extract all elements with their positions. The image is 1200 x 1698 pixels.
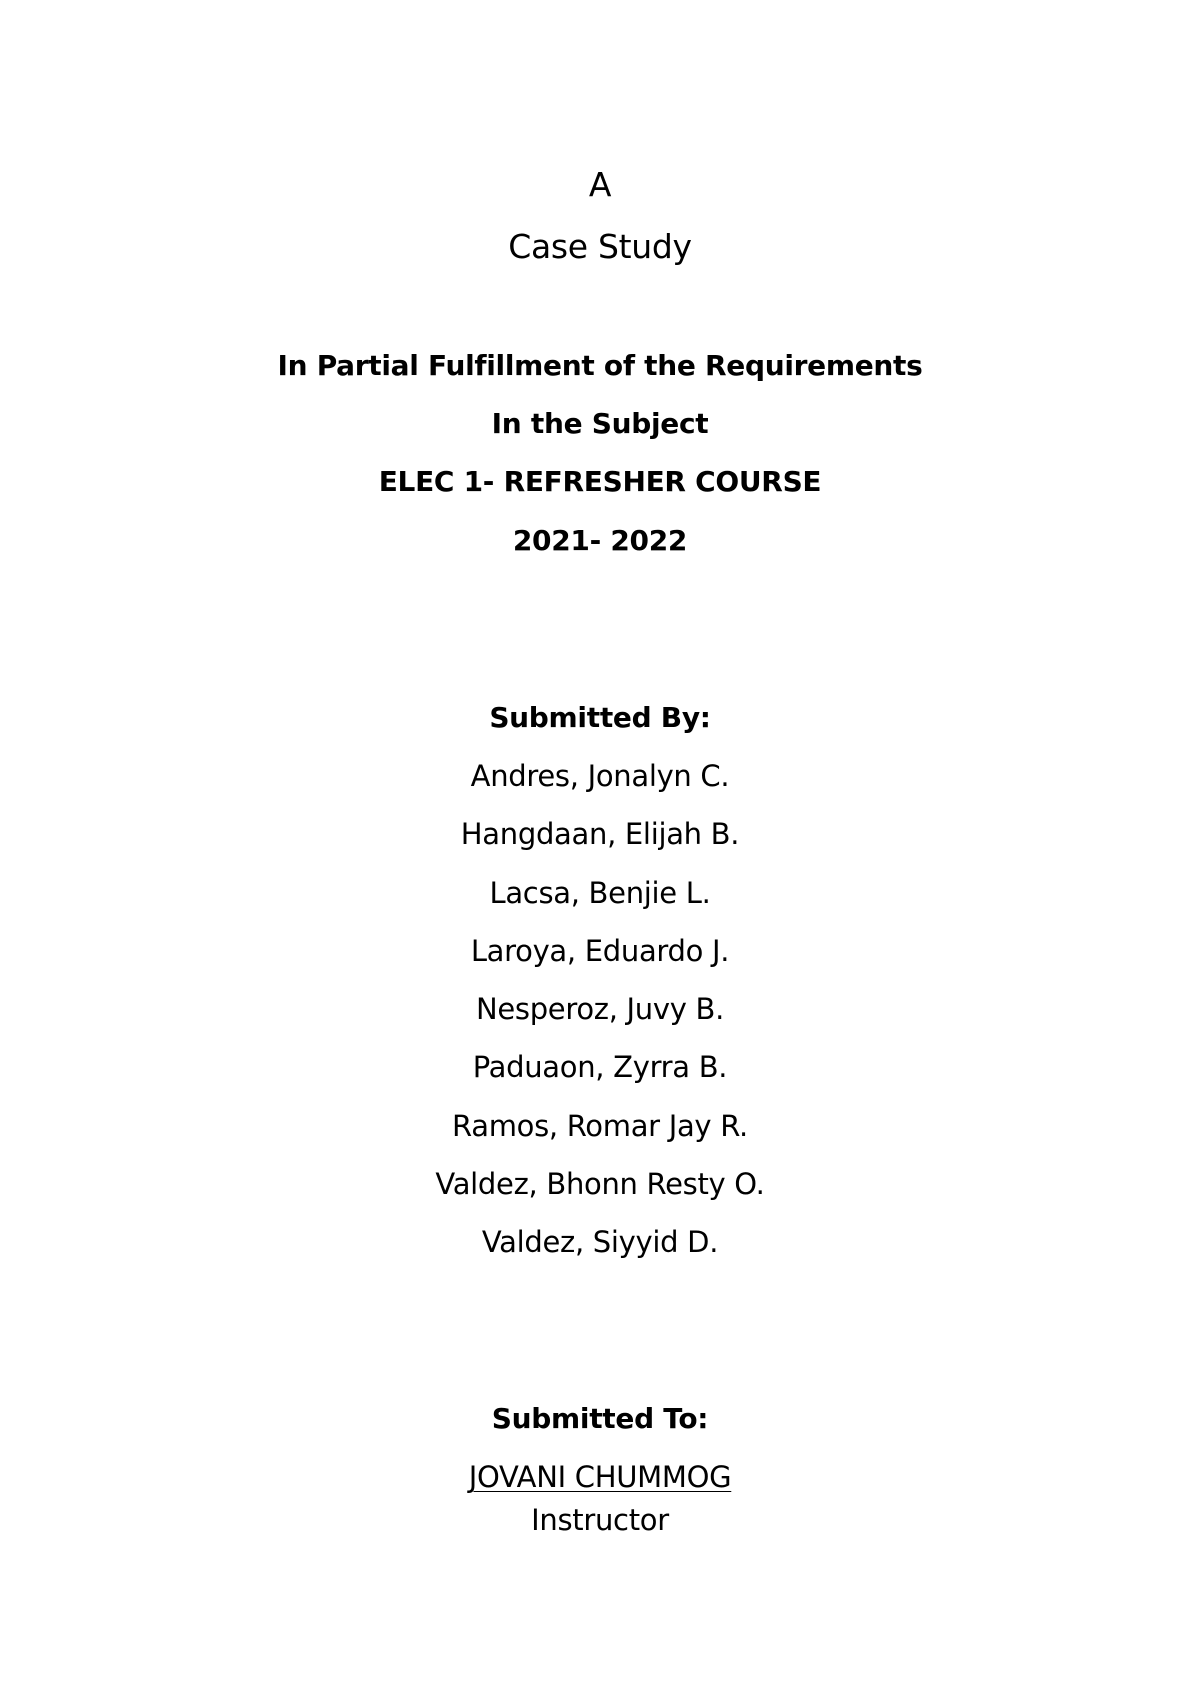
page-title: Case Study [508, 227, 692, 266]
instructor-name: JOVANI CHUMMOG [468, 1460, 732, 1494]
subject-intro: In the Subject [491, 407, 709, 440]
title-letter: A [588, 165, 612, 204]
instructor-name-row [0, 1460, 1200, 1494]
member-name: Hangdaan, Elijah B. [460, 817, 740, 851]
member-name: Valdez, Siyyid D. [481, 1225, 719, 1259]
member-name: Valdez, Bhonn Resty O. [435, 1167, 765, 1201]
fulfillment-line: In Partial Fulfillment of the Requirements [277, 349, 923, 382]
school-year: 2021- 2022 [512, 524, 688, 557]
member-name: Ramos, Romar Jay R. [452, 1109, 748, 1143]
member-name: Andres, Jonalyn C. [470, 759, 730, 793]
course-name: ELEC 1- REFRESHER COURSE [378, 465, 822, 498]
instructor-role: Instructor [531, 1503, 669, 1537]
member-name: Laroya, Eduardo J. [470, 934, 730, 968]
member-name: Lacsa, Benjie L. [489, 876, 711, 910]
submitted-by-label: Submitted By: [489, 701, 711, 734]
member-name: Paduaon, Zyrra B. [472, 1050, 728, 1084]
member-name: Nesperoz, Juvy B. [475, 992, 725, 1026]
submitted-to-label: Submitted To: [491, 1402, 709, 1435]
